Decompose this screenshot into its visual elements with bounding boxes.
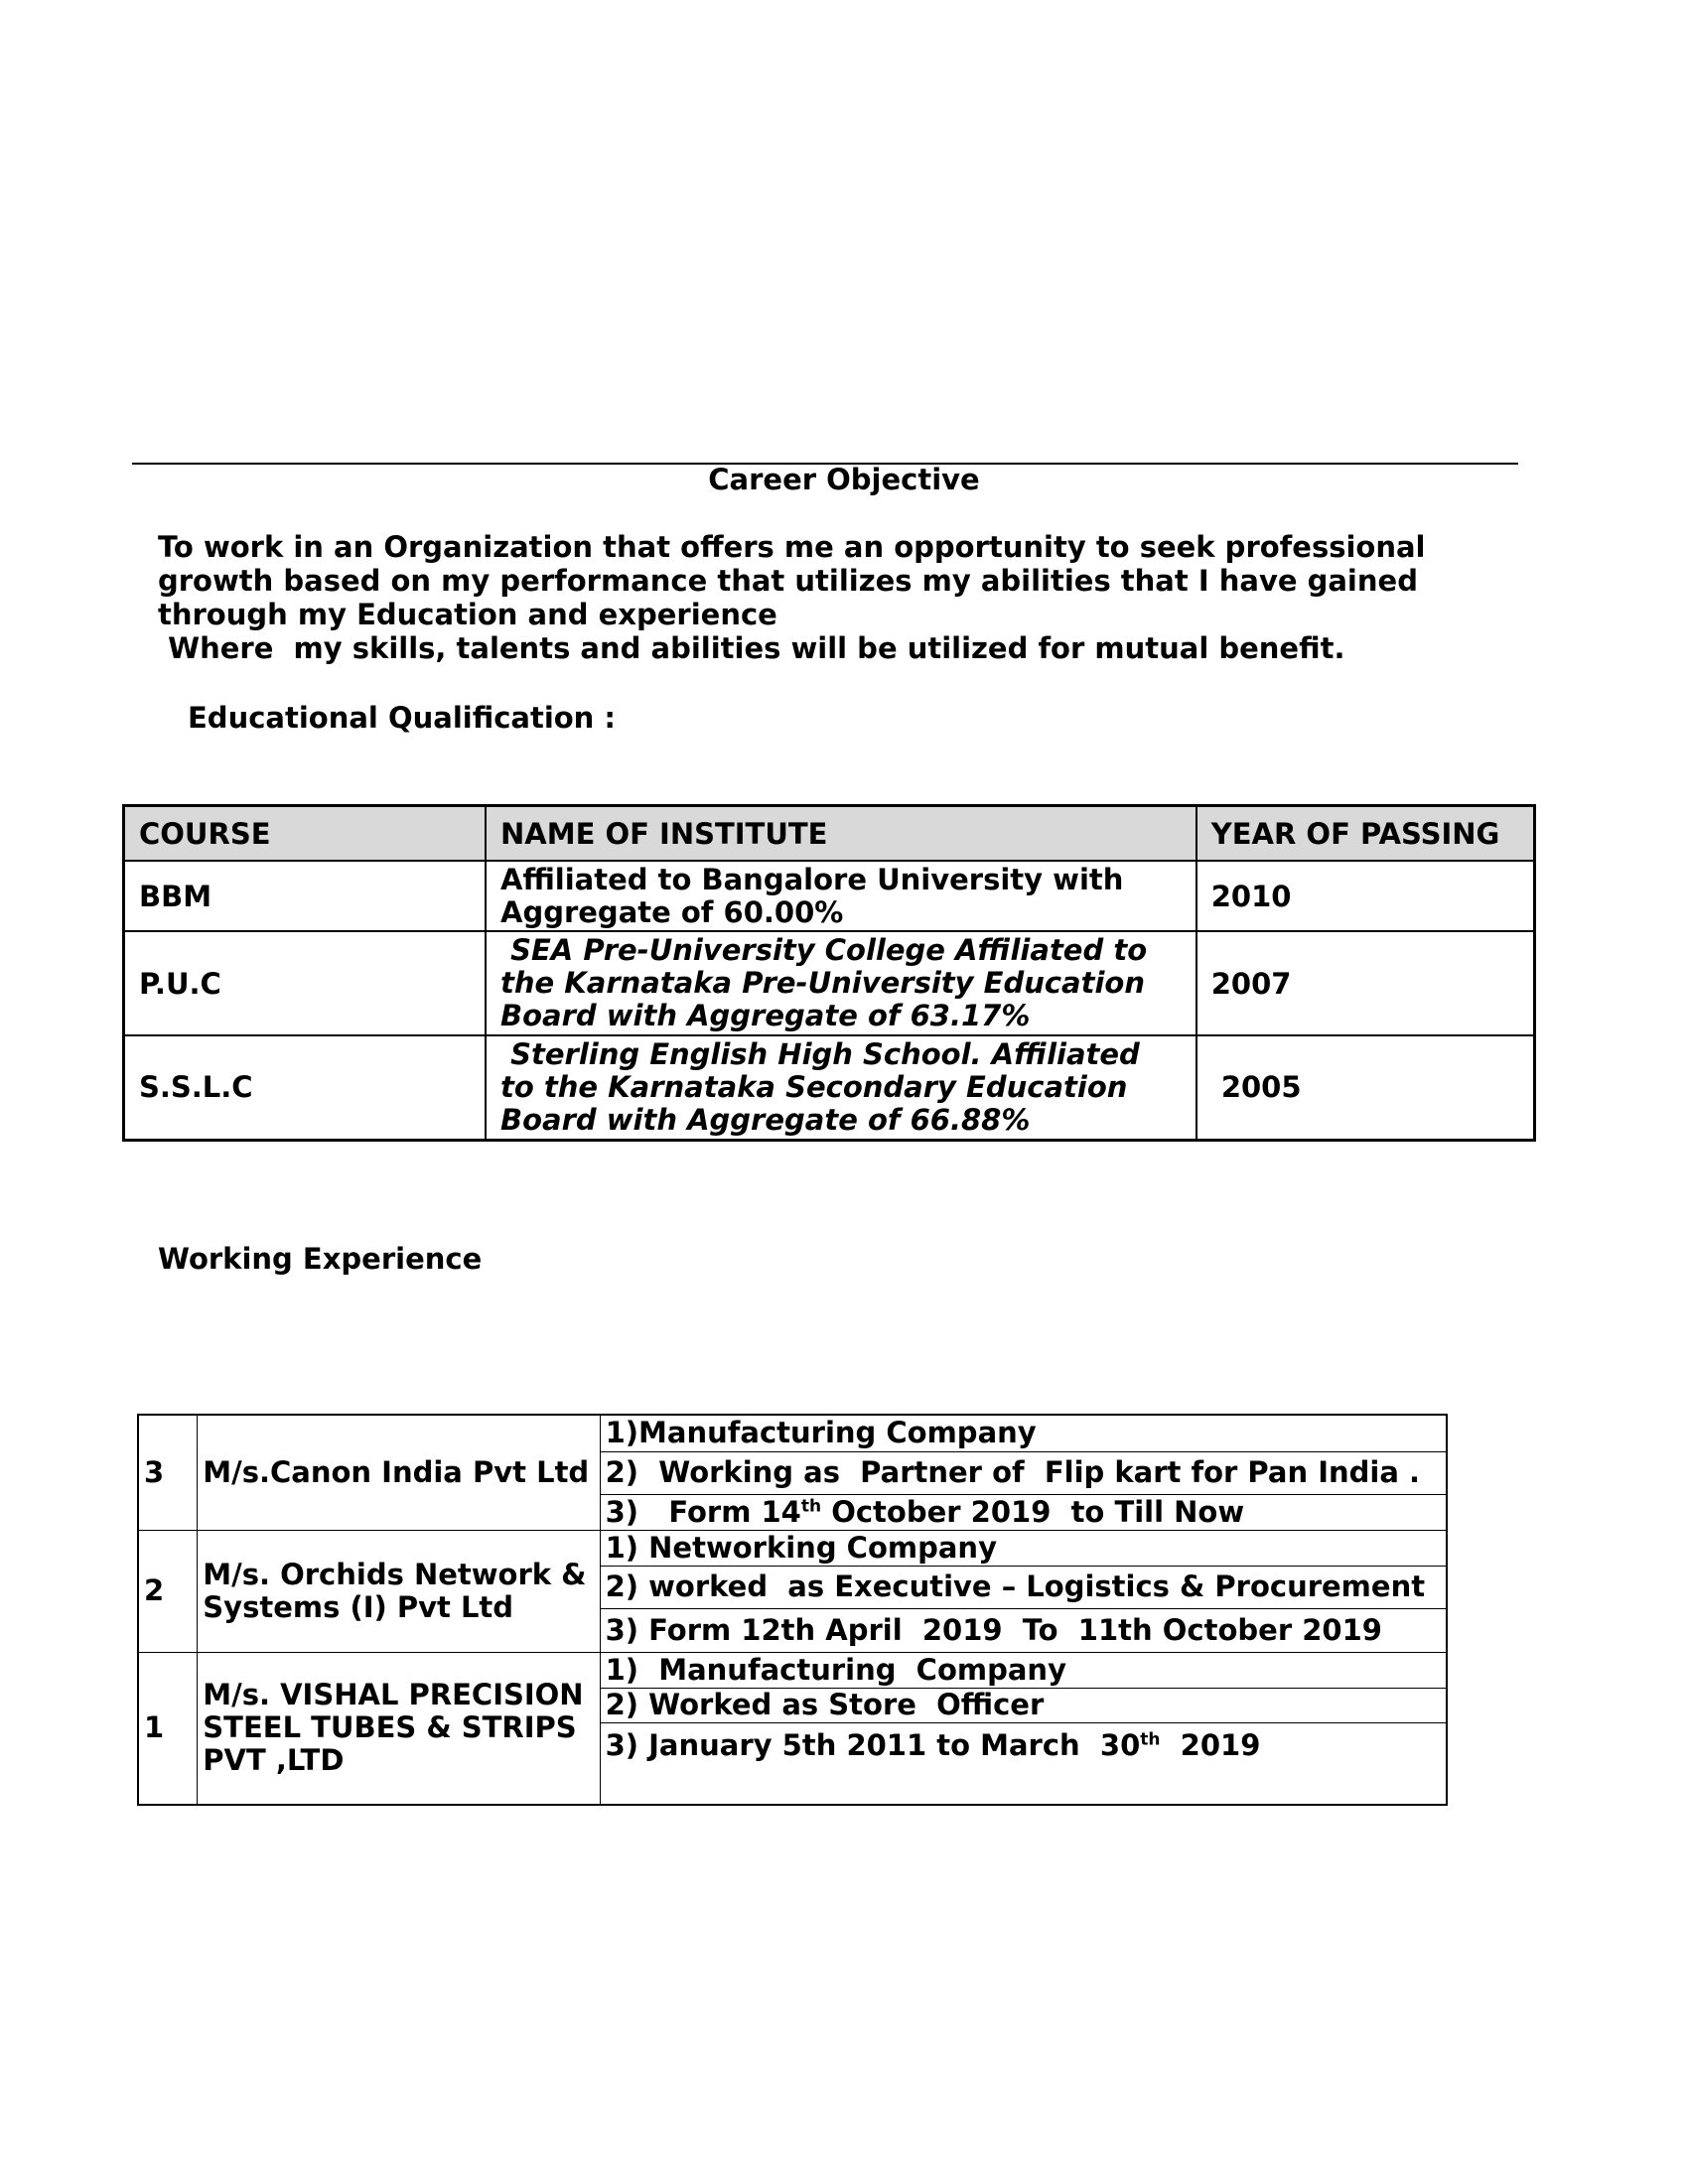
- institute-cell: [486, 861, 1196, 931]
- table-row: [138, 1530, 1447, 1566]
- ordinal-suffix: th: [1140, 1728, 1161, 1749]
- career-objective-text: [158, 530, 1478, 665]
- education-heading: Educational Qualification :: [188, 701, 617, 735]
- institute-cell: [486, 931, 1196, 1035]
- year-cell: 2007: [1196, 931, 1535, 1035]
- table-header-row: [124, 806, 1535, 862]
- detail-text: 3) Form 14: [605, 1494, 801, 1529]
- detail-cell: 2) Working as Partner of Flip kart for Pan India .: [600, 1451, 1447, 1494]
- course-cell: BBM: [124, 861, 487, 931]
- institute-line: Aggregate of 60.00%: [500, 894, 844, 929]
- detail-cell: 2) Worked as Store Officer: [600, 1688, 1447, 1722]
- institute-line: Sterling English High School. Affiliated: [500, 1036, 1140, 1071]
- objective-line: growth based on my performance that utilizes my abilities that I have gained: [158, 564, 1418, 598]
- institute-line: Board with Aggregate of 63.17%: [500, 999, 1031, 1032]
- company-line: M/s. Orchids Network &: [203, 1557, 587, 1591]
- work-experience-table: [137, 1414, 1448, 1806]
- header-course: COURSE: [124, 806, 487, 862]
- table-row: [138, 1415, 1447, 1451]
- course-cell: P.U.C: [124, 931, 487, 1035]
- institute-line: to the Karnataka Secondary Education: [500, 1069, 1128, 1104]
- detail-cell: 1) Manufacturing Company: [600, 1652, 1447, 1688]
- detail-text: 2019: [1160, 1727, 1261, 1762]
- company-line: PVT ,LTD: [203, 1743, 345, 1778]
- company-line: STEEL TUBES & STRIPS: [203, 1710, 577, 1745]
- table-row: [124, 931, 1535, 1035]
- serial-cell: 3: [138, 1415, 198, 1530]
- table-row: [124, 1035, 1535, 1140]
- company-cell: [198, 1530, 600, 1652]
- work-experience-heading: Working Experience: [158, 1242, 483, 1276]
- table-row: [138, 1652, 1447, 1688]
- company-cell: [198, 1652, 600, 1805]
- institute-line: the Karnataka Pre-University Education: [500, 966, 1146, 1000]
- objective-line: through my Education and experience: [158, 598, 777, 631]
- detail-cell: 1) Networking Company: [600, 1530, 1447, 1566]
- detail-text: October 2019 to Till Now: [821, 1494, 1245, 1529]
- institute-line: SEA Pre-University College Affiliated to: [500, 933, 1148, 967]
- institute-line: Board with Aggregate of 66.88%: [500, 1102, 1031, 1137]
- institute-line: Affiliated to Bangalore University with: [500, 862, 1124, 896]
- detail-cell: 3) Form 12th April 2019 To 11th October 2019: [600, 1608, 1447, 1652]
- career-objective-title: Career Objective: [708, 463, 980, 496]
- year-cell: 2010: [1196, 861, 1535, 931]
- header-year: YEAR OF PASSING: [1196, 806, 1535, 862]
- education-table: [122, 804, 1536, 1142]
- detail-cell: [600, 1722, 1447, 1805]
- table-row: [124, 861, 1535, 931]
- serial-cell: 2: [138, 1530, 198, 1652]
- objective-line: To work in an Organization that offers me an opportunity to seek professional: [158, 530, 1426, 564]
- company-line: Systems (I) Pvt Ltd: [203, 1589, 514, 1624]
- detail-cell: 1)Manufacturing Company: [600, 1415, 1447, 1451]
- institute-cell: [486, 1035, 1196, 1140]
- detail-cell: [600, 1494, 1447, 1530]
- header-institute: NAME OF INSTITUTE: [486, 806, 1196, 862]
- year-cell: 2005: [1196, 1035, 1535, 1140]
- ordinal-suffix: th: [800, 1495, 822, 1516]
- serial-cell: 1: [138, 1652, 198, 1805]
- objective-line: Where my skills, talents and abilities will be utilized for mutual benefit.: [158, 631, 1345, 665]
- detail-cell: 2) worked as Executive – Logistics & Procurement: [600, 1566, 1447, 1608]
- company-cell: M/s.Canon India Pvt Ltd: [198, 1415, 600, 1530]
- course-cell: S.S.L.C: [124, 1035, 487, 1140]
- company-line: M/s. VISHAL PRECISION: [203, 1678, 584, 1712]
- detail-text: 3) January 5th 2011 to March 30: [605, 1727, 1141, 1762]
